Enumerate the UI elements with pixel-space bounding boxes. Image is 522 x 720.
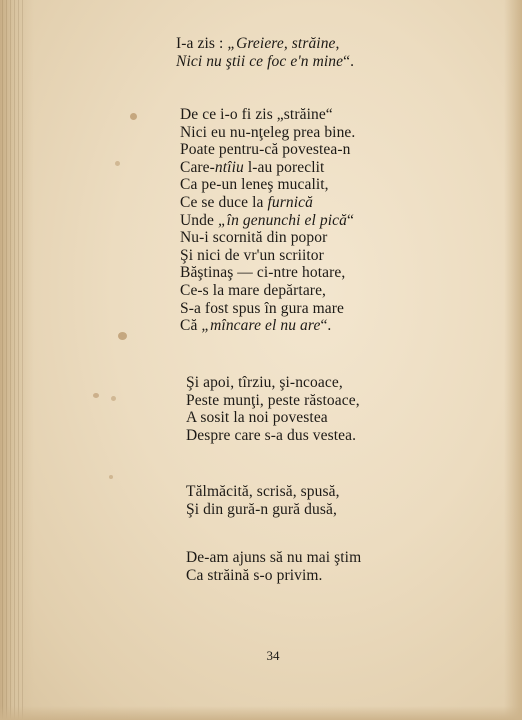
paper-stain	[93, 393, 99, 398]
poem-line: Nici nu ştii ce foc e'n mine“.	[176, 52, 355, 70]
poem-line: Poate pentru-că povestea-n	[180, 141, 351, 159]
paper-stain	[111, 396, 116, 401]
poem-line: Că „mîncare el nu are“.	[180, 317, 332, 335]
poem-line: De ce i-o fi zis „străine“	[180, 106, 333, 123]
poem-line: Băştinaş — ci-ntre hotare,	[180, 264, 346, 282]
paper-stain	[118, 332, 127, 340]
poem-line: Ca străină s-o privim.	[186, 566, 323, 584]
poem-line: Nu-i scornită din popor	[180, 229, 328, 247]
poem-line: Tălmăcită, scrisă, spusă,	[186, 483, 340, 500]
poem-line: Ca pe-un leneş mucalit,	[180, 176, 329, 194]
stanza	[186, 374, 360, 444]
poem-line: Nici eu nu-nţeleg prea bine.	[180, 123, 356, 141]
poem-line: Unde „în genunchi el pică“	[180, 211, 354, 229]
stanza	[186, 549, 361, 584]
poem-line: Şi nici de vr'un scriitor	[180, 246, 324, 264]
poem-line: Care-ntîiu l-au poreclit	[180, 158, 325, 176]
poem-line: A sosit la noi povestea	[186, 409, 328, 427]
paper-stain	[115, 161, 120, 166]
stanza	[186, 483, 340, 518]
poem-line: I-a zis : „Greiere, străine,	[176, 35, 340, 52]
page-number: 34	[266, 648, 280, 663]
poem-line: S-a fost spus în gura mare	[180, 299, 345, 317]
paper-stain	[109, 475, 113, 479]
poem-line: De-am ajuns să nu mai ştim	[186, 549, 362, 566]
poem-line: Ce-s la mare depărtare,	[180, 281, 327, 299]
poem-line: Despre care s-a dus vestea.	[186, 426, 357, 444]
poem-line: Şi din gură-n gură dusă,	[186, 500, 337, 518]
page-bottom-edge-shadow	[0, 706, 522, 720]
poem-line: Ce se duce la furnică	[180, 193, 313, 211]
paper-stain	[130, 113, 137, 120]
page-right-edge-shadow	[504, 0, 522, 720]
stanza	[176, 35, 354, 70]
page-edge-lines	[2, 0, 24, 720]
poem-line: Peste munţi, peste răstoace,	[186, 391, 360, 409]
poem-line: Şi apoi, tîrziu, şi-ncoace,	[186, 374, 343, 391]
stanza	[180, 106, 355, 335]
